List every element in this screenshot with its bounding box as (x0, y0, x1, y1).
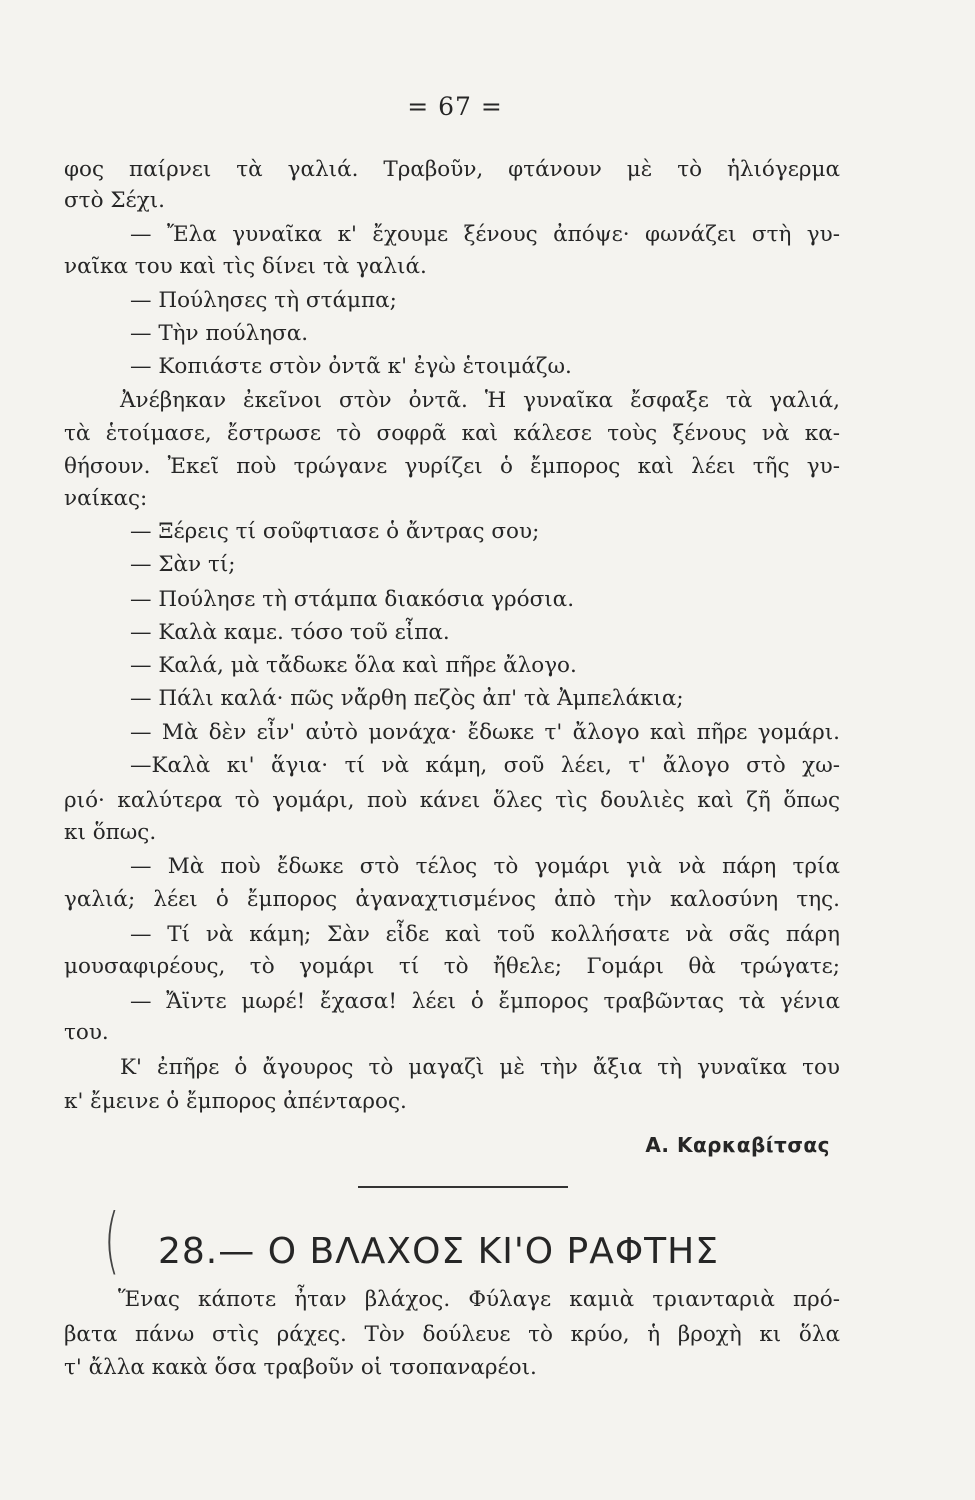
text-line: — Σὰν τί; (130, 552, 236, 577)
heading-bracket-mark: ( (104, 1198, 120, 1282)
text-line: — Μὰ ποὺ ἔδωκε στὸ τέλος τὸ γομάρι γιὰ νὰ πάρη τρία (130, 854, 840, 879)
text-line: στὸ Σέχι. (64, 188, 165, 213)
text-line: — Πούλησε τὴ στάμπα διακόσια γρόσια. (130, 587, 575, 612)
text-line: — Τί νὰ κάμη; Σὰν εἶδε καὶ τοῦ κολλήσατε νὰ σᾶς πάρη (130, 922, 840, 947)
author-signature: Α. Καρκαβίτσας (645, 1133, 830, 1157)
text-line: — Καλά, μὰ τἄδωκε ὅλα καὶ πῆρε ἄλογο. (130, 653, 577, 678)
text-line: μουσαφιρέους, τὸ γομάρι τί τὸ ἤθελε; Γομάρι θὰ τρώγατε; (64, 954, 840, 979)
text-line: τ' ἄλλα κακὰ ὅσα τραβοῦν οἱ τσοπαναρέοι. (64, 1355, 537, 1380)
text-line: — Κοπιάστε στὸν ὀντᾶ κ' ἐγὼ ἑτοιμάζω. (130, 354, 572, 379)
text-line: Ἕνας κάποτε ἦταν βλάχος. Φύλαγε καμιὰ τριανταριὰ πρό- (118, 1287, 840, 1312)
text-line: — Πούλησες τὴ στάμπα; (130, 288, 397, 313)
text-line: Κ' ἐπῆρε ὁ ἄγουρος τὸ μαγαζὶ μὲ τὴν ἄξια τὴ γυναῖκα του (120, 1055, 840, 1080)
text-line: —Καλὰ κι' ἅγια· τί νὰ κάμη, σοῦ λέει, τ' ἄλογο στὸ χω- (130, 753, 840, 778)
chapter-heading: 28.— Ο ΒΛΑΧΟΣ ΚΙ'Ο ΡΑΦΤΗΣ (158, 1231, 719, 1272)
text-line: τὰ ἑτοίμασε, ἔστρωσε τὸ σοφρᾶ καὶ κάλεσε τοὺς ξένους νὰ κα- (64, 421, 840, 446)
text-line: Ἀνέβηκαν ἐκεῖνοι στὸν ὀντᾶ. Ἡ γυναῖκα ἔσφαξε τὰ γαλιά, (120, 388, 840, 413)
text-line: θήσουν. Ἐκεῖ ποὺ τρώγανε γυρίζει ὁ ἔμπορος καὶ λέει τῆς γυ- (64, 454, 840, 479)
text-line: φος παίρνει τὰ γαλιά. Τραβοῦν, φτάνουν μὲ τὸ ἡλιόγερμα (64, 157, 840, 182)
text-line: κι ὅπως. (64, 820, 157, 845)
section-divider (358, 1186, 568, 1188)
text-line: βατα πάνω στὶς ράχες. Τὸν δούλευε τὸ κρύο, ἡ βροχὴ κι ὅλα (64, 1322, 840, 1347)
text-line: — Πάλι καλά· πῶς νἄρθη πεζὸς ἀπ' τὰ Ἀμπελάκια; (130, 686, 684, 711)
text-line: — Ξέρεις τί σοῦφτιασε ὁ ἄντρας σου; (130, 519, 540, 544)
text-line: του. (64, 1020, 109, 1045)
text-line: κ' ἔμεινε ὁ ἔμπορος ἀπένταρος. (64, 1089, 407, 1114)
text-line: — Καλὰ καμε. τόσο τοῦ εἶπα. (130, 620, 450, 645)
text-line: ναίκας: (64, 486, 148, 511)
text-line: — Τὴν πούλησα. (130, 321, 309, 346)
text-line: — Μὰ δὲν εἶν' αὐτὸ μονάχα· ἔδωκε τ' ἄλογο καὶ πῆρε γομάρι. (130, 720, 840, 745)
text-line: — Ἔλα γυναῖκα κ' ἔχουμε ξένους ἀπόψε· φωνάζει στὴ γυ- (130, 222, 840, 247)
text-line: ναῖκα του καὶ τὶς δίνει τὰ γαλιά. (64, 254, 427, 279)
page-number: = 67 = (407, 92, 503, 121)
text-line: — Ἄϊντε μωρέ! ἔχασα! λέει ὁ ἔμπορος τραβῶντας τὰ γένια (130, 989, 840, 1014)
text-line: ριό· καλύτερα τὸ γομάρι, ποὺ κάνει ὅλες τὶς δουλιὲς καὶ ζῆ ὅπως (64, 788, 840, 813)
text-line: γαλιά; λέει ὁ ἔμπορος ἀγαναχτισμένος ἀπὸ τὴν καλοσύνη της. (64, 887, 840, 912)
